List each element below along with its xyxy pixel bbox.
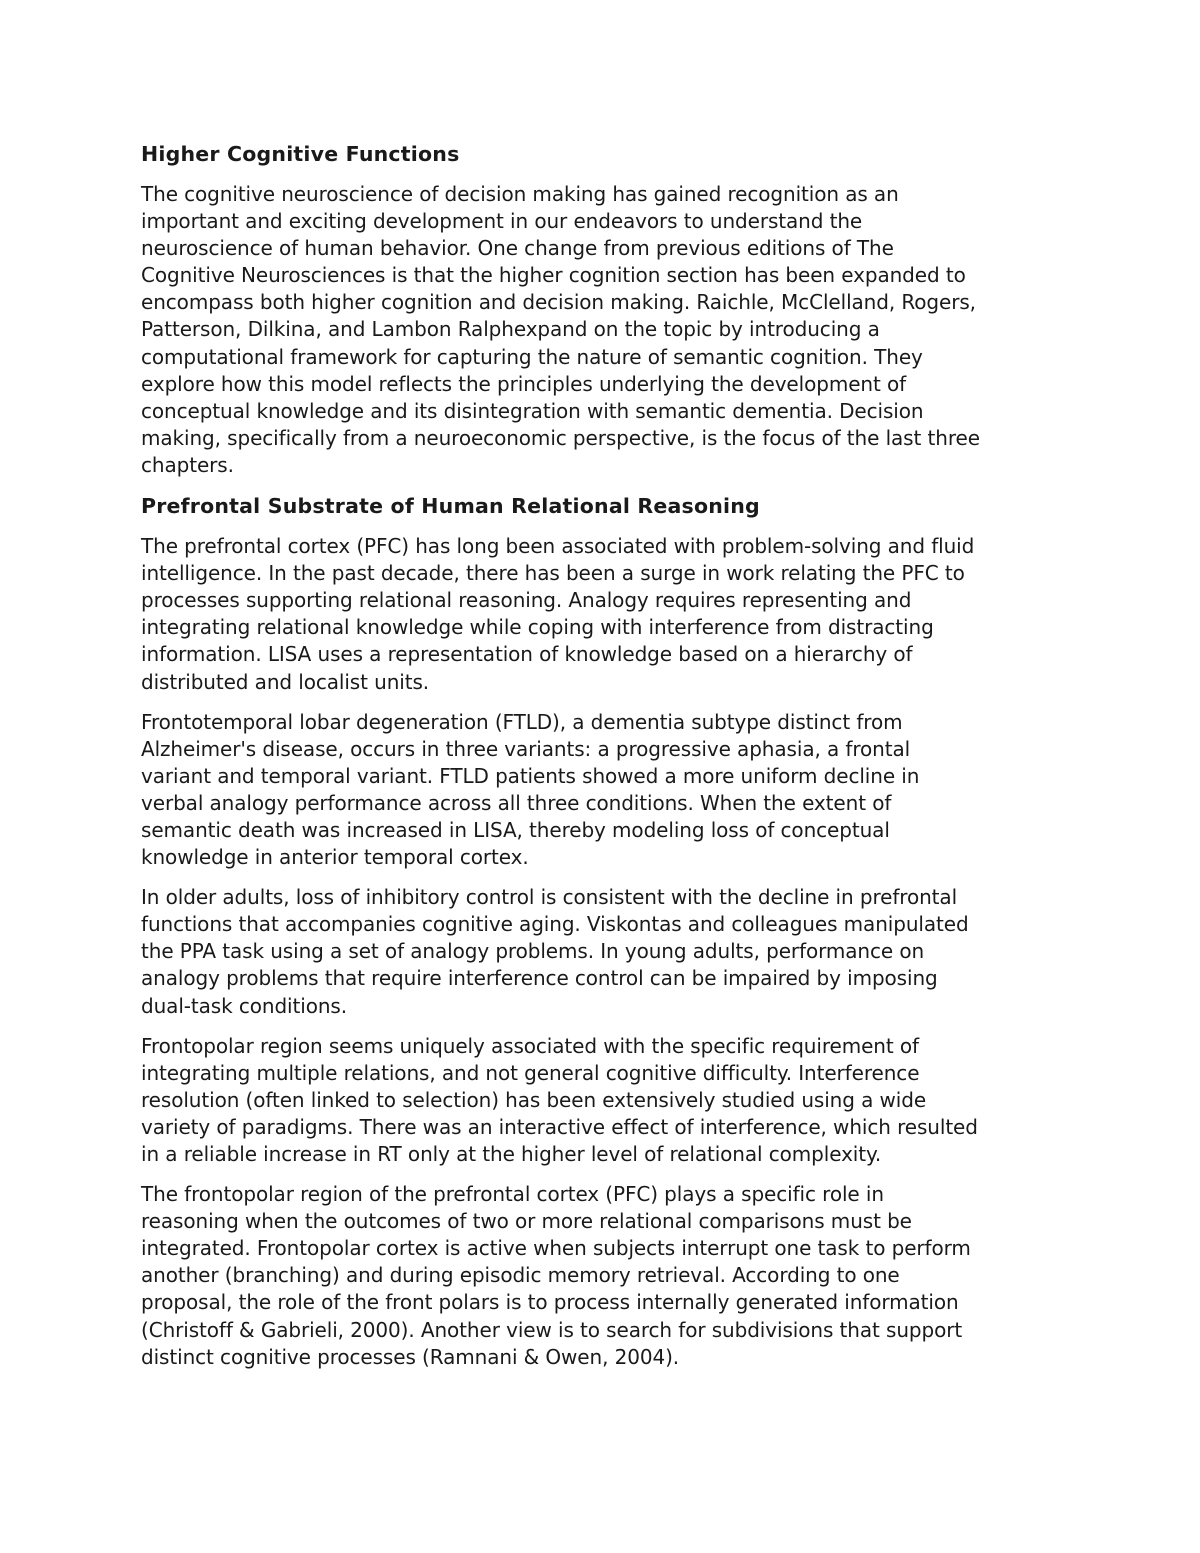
text-line: Alzheimer's disease, occurs in three variants: a progressive aphasia, a frontal [141, 736, 911, 761]
paragraph-frontopolar-region [141, 1033, 1066, 1168]
text-line: chapters. [141, 452, 234, 477]
text-line: integrated. Frontopolar cortex is active when subjects interrupt one task to perform [141, 1236, 971, 1261]
text-line: encompass both higher cognition and decision making. Raichle, McClelland, Rogers, [141, 290, 976, 315]
text-line: resolution (often linked to selection) has been extensively studied using a wide [141, 1087, 927, 1112]
text-line: distributed and localist units. [141, 669, 430, 694]
text-line: Frontotemporal lobar degeneration (FTLD), a dementia subtype distinct from [141, 709, 903, 734]
text-line: semantic death was increased in LISA, thereby modeling loss of conceptual [141, 817, 890, 842]
text-line: Patterson, Dilkina, and Lambon Ralphexpand on the topic by introducing a [141, 317, 880, 342]
text-line: The cognitive neuroscience of decision making has gained recognition as an [141, 182, 899, 206]
section-heading-prefrontal-substrate: Prefrontal Substrate of Human Relational Reasoning [141, 494, 760, 519]
text-line: variant and temporal variant. FTLD patients showed a more uniform decline in [141, 763, 920, 788]
paragraph-pfc-relational-reasoning [141, 533, 1066, 696]
text-line: conceptual knowledge and its disintegration with semantic dementia. Decision [141, 398, 924, 423]
text-line: proposal, the role of the front polars is to process internally generated information [141, 1290, 959, 1315]
text-line: making, specifically from a neuroeconomic perspective, is the focus of the last three [141, 425, 980, 450]
text-line: The prefrontal cortex (PFC) has long been associated with problem-solving and fluid [141, 534, 975, 559]
text-line: integrating relational knowledge while coping with interference from distracting [141, 615, 934, 640]
text-line: Cognitive Neurosciences is that the higher cognition section has been expanded to [141, 263, 966, 288]
text-line: another (branching) and during episodic memory retrieval. According to one [141, 1263, 900, 1288]
text-line: verbal analogy performance across all three conditions. When the extent of [141, 790, 892, 815]
paragraph-older-adults [141, 884, 1066, 1019]
section-heading-higher-cognitive-functions: Higher Cognitive Functions [141, 142, 460, 166]
text-line: computational framework for capturing the nature of semantic cognition. They [141, 344, 923, 369]
paragraph-decision-making [141, 181, 1066, 479]
text-line: analogy problems that require interference control can be impaired by imposing [141, 966, 938, 991]
text-line: explore how this model reflects the principles underlying the development of [141, 371, 907, 396]
paragraph-ftld [141, 709, 1066, 872]
text-line: dual-task conditions. [141, 993, 348, 1018]
text-line: important and exciting development in our endeavors to understand the [141, 209, 863, 234]
text-line: the PPA task using a set of analogy problems. In young adults, performance on [141, 939, 925, 964]
text-line: in a reliable increase in RT only at the higher level of relational complexity. [141, 1142, 882, 1166]
text-line: Frontopolar region seems uniquely associated with the specific requirement of [141, 1033, 919, 1058]
text-line: knowledge in anterior temporal cortex. [141, 845, 529, 870]
text-line: integrating multiple relations, and not general cognitive difficulty. Interference [141, 1060, 920, 1085]
text-line: variety of paradigms. There was an interactive effect of interference, which resulted [141, 1114, 978, 1139]
text-line: intelligence. In the past decade, there has been a surge in work relating the PFC to [141, 561, 965, 586]
text-line: reasoning when the outcomes of two or more relational comparisons must be [141, 1209, 912, 1234]
text-line: information. LISA uses a representation of knowledge based on a hierarchy of [141, 642, 913, 667]
text-line: functions that accompanies cognitive aging. Viskontas and colleagues manipulated [141, 912, 969, 937]
text-line: The frontopolar region of the prefrontal cortex (PFC) plays a specific role in [141, 1182, 884, 1207]
text-line: distinct cognitive processes (Ramnani & Owen, 2004). [141, 1344, 680, 1369]
text-line: (Christoff & Gabrieli, 2000). Another view is to search for subdivisions that support [141, 1317, 963, 1342]
text-line: neuroscience of human behavior. One change from previous editions of The [141, 236, 894, 261]
text-line: In older adults, loss of inhibitory control is consistent with the decline in prefrontal [141, 885, 958, 910]
document-page [141, 140, 1066, 1384]
paragraph-frontopolar-pfc-role [141, 1181, 1066, 1371]
text-line: processes supporting relational reasoning. Analogy requires representing and [141, 588, 912, 613]
